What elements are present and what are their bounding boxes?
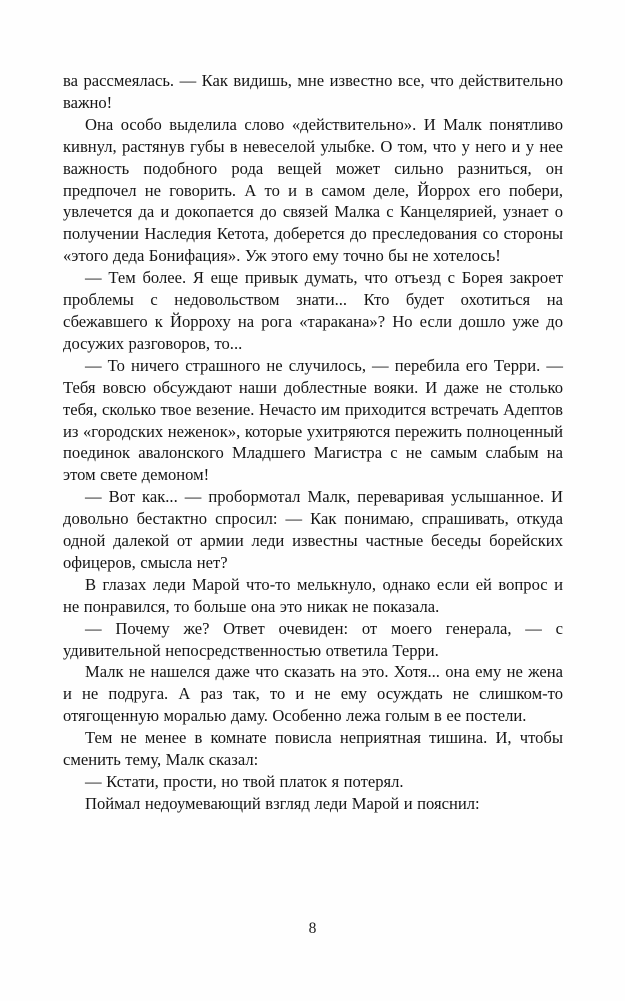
text-block: [63, 70, 563, 815]
paragraph: — То ничего страшного не случилось, — перебила его Терри. — Тебя вовсю обсуждают наши доблестные вояки. И даже не столько тебя, сколько твое везение. Нечасто им приходится встречать Адептов из «городских неженок», которые ухитряются пережить полноценный поединок авалонского Младшего Магистра с не самым слабым на этом свете демоном!: [63, 355, 563, 485]
paragraph: Она особо выделила слово «действительно». И Малк понятливо кивнул, растянув губы в невеселой улыбке. О том, что у него и у нее важность подобного рода вещей может сильно разниться, он предпочел не говорить. А то и в самом деле, Йоррох его побери, увлечется да и докопается до связей Малка с Канцелярией, узнает о получении Наследия Кетота, доберется до преследования со стороны «этого деда Бонифация». Уж этого ему точно бы не хотелось!: [63, 114, 563, 266]
paragraph: — Кстати, прости, но твой платок я потерял.: [85, 772, 404, 791]
page-number: 8: [308, 920, 317, 937]
paragraph: ва рассмеялась. — Как видишь, мне известно все, что действительно важно!: [63, 71, 563, 112]
paragraph: Малк не нашелся даже что сказать на это. Хотя... она ему не жена и не подруга. А раз так, то и не ему осуждать не слишком-то отягощенную моралью даму. Особенно лежа голым в ее постели.: [63, 662, 563, 726]
paragraph: — Тем более. Я еще привык думать, что отъезд с Борея закроет проблемы с недовольством знати... Кто будет охотиться на сбежавшего к Йорроху на рога «таракана»? Но если дошло уже до досужих разговоров, то...: [63, 268, 563, 353]
paragraph: Тем не менее в комнате повисла неприятная тишина. И, чтобы сменить тему, Малк сказал:: [63, 728, 563, 770]
paragraph: — Вот как... — пробормотал Малк, переваривая услышанное. И довольно бестактно спросил: — Как понимаю, спрашивать, откуда одной далекой от армии леди известны частные беседы борейских офицеров, смысла нет?: [63, 487, 563, 572]
paragraph: — Почему же? Ответ очевиден: от моего генерала, — с удивительной непосредственностью ответила Терри.: [63, 618, 563, 660]
paragraph: В глазах леди Марой что-то мелькнуло, однако если ей вопрос и не понравился, то больше она это никак не показала.: [63, 574, 563, 616]
paragraph: Поймал недоумевающий взгляд леди Марой и пояснил:: [85, 793, 480, 813]
